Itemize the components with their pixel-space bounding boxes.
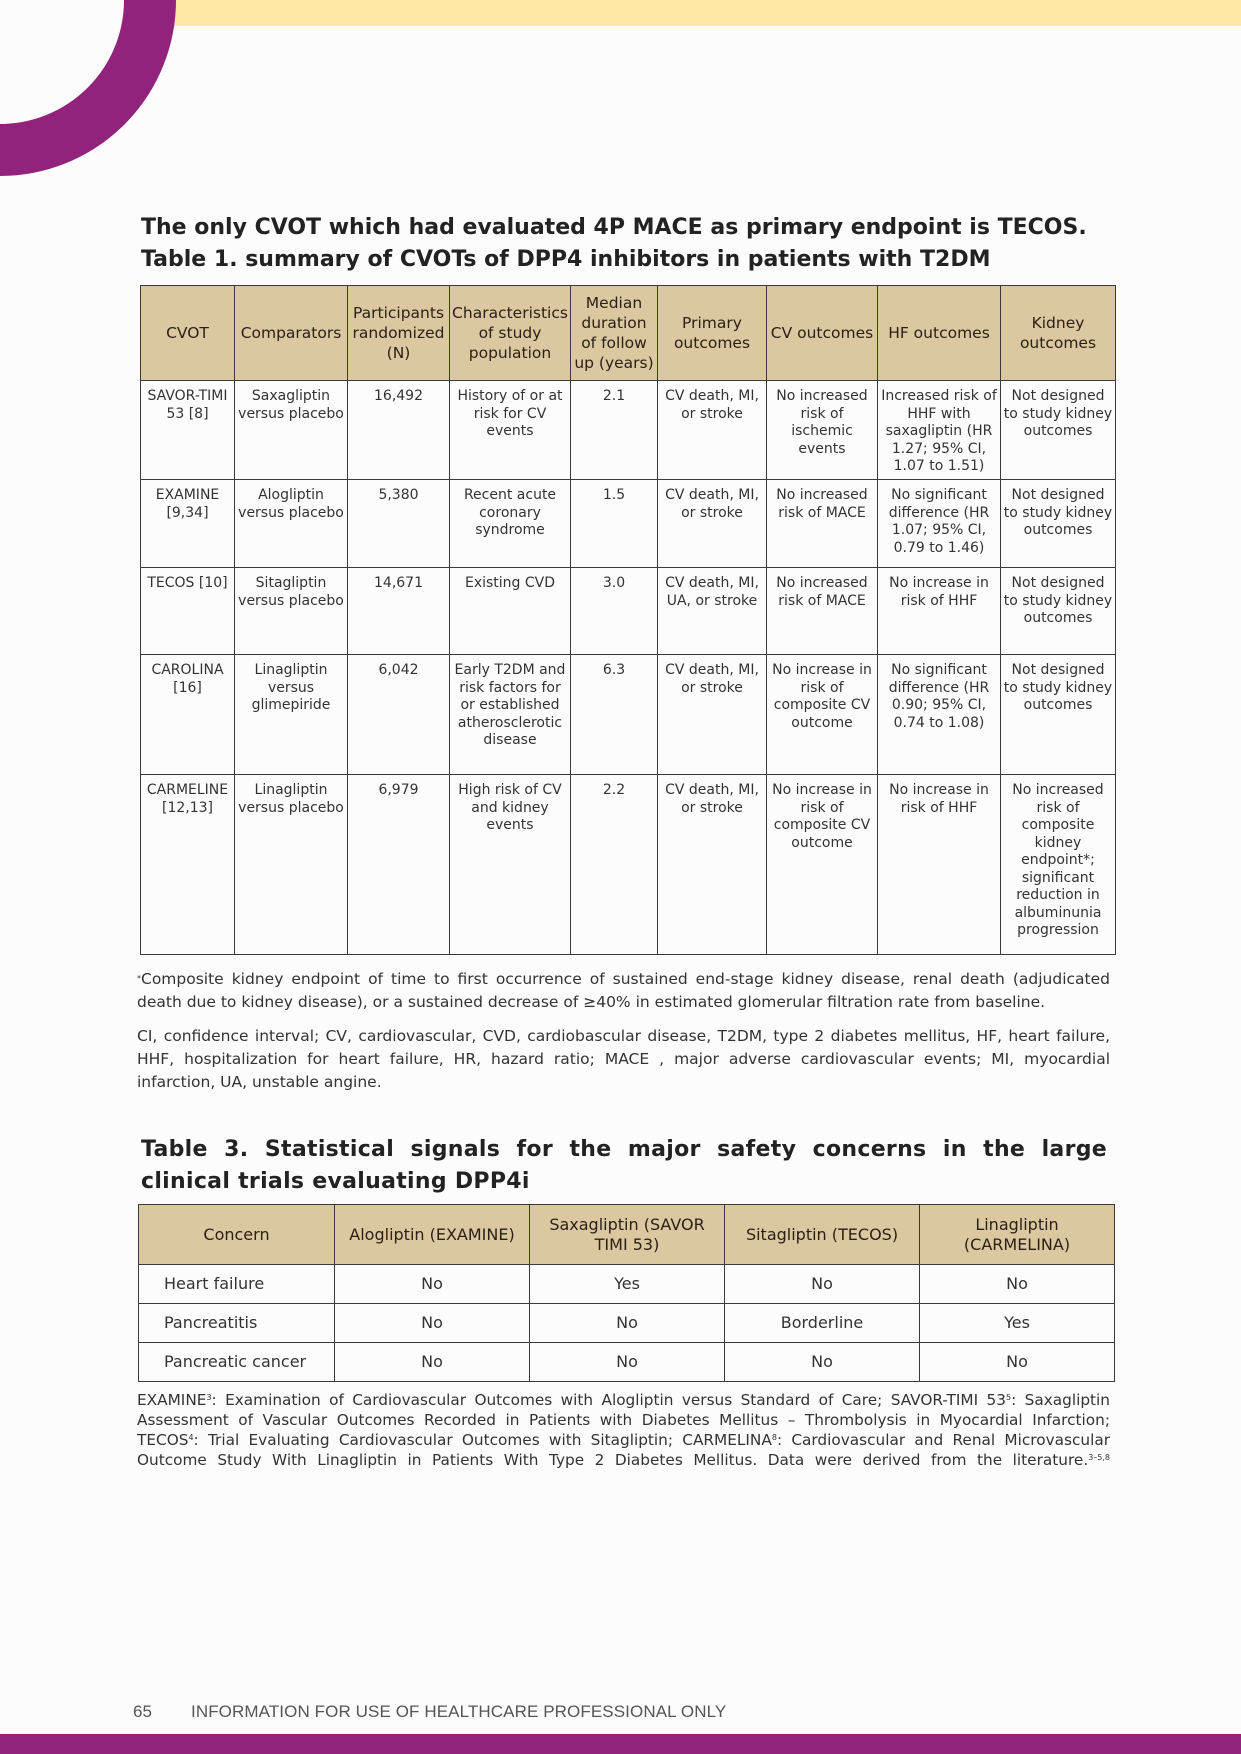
cell: No increased risk of composite kidney endpoint*; significant reduction in albuminunia progression bbox=[1001, 775, 1116, 955]
column-header: Median duration of follow up (years) bbox=[571, 286, 658, 381]
table-header-row bbox=[139, 1205, 1115, 1265]
citation: 3–5,8 bbox=[1088, 1453, 1110, 1462]
cell: Linagliptin versus placebo bbox=[235, 775, 348, 955]
table3-legend bbox=[137, 1390, 1110, 1470]
cell: CARMELINE [12,13] bbox=[141, 775, 235, 955]
cell: No increased risk of MACE bbox=[767, 568, 878, 655]
column-header: Participants randomized (N) bbox=[348, 286, 450, 381]
cell: Not designed to study kidney outcomes bbox=[1001, 655, 1116, 775]
cell: No bbox=[530, 1343, 725, 1382]
column-header: Primary outcomes bbox=[658, 286, 767, 381]
cell: CV death, MI, or stroke bbox=[658, 480, 767, 568]
cell: CV death, MI, or stroke bbox=[658, 775, 767, 955]
cell: 6.3 bbox=[571, 655, 658, 775]
cell: No bbox=[920, 1265, 1115, 1304]
table1-title: Table 1. summary of CVOTs of DPP4 inhibitors in patients with T2DM bbox=[141, 247, 991, 272]
page-number: 65 bbox=[133, 1702, 153, 1721]
cell: Not designed to study kidney outcomes bbox=[1001, 381, 1116, 480]
legend-text: : Examination of Cardiovascular Outcomes with Alogliptin versus Standard of Care; SAVOR-TIMI 53 bbox=[211, 1391, 1006, 1409]
corner-arc-decoration bbox=[0, 0, 176, 176]
cell: CAROLINA [16] bbox=[141, 655, 235, 775]
legend-text: EXAMINE bbox=[137, 1391, 207, 1409]
cell: 1.5 bbox=[571, 480, 658, 568]
footnote-text: Composite kidney endpoint of time to first occurrence of sustained end-stage kidney disease, renal death (adjudicated death due to kidney disease), or a sustained decrease of ≥40% in estimated glomerular filtration rate from baseline. bbox=[137, 970, 1110, 1011]
concern-cell: Pancreatic cancer bbox=[139, 1343, 335, 1382]
cell: 16,492 bbox=[348, 381, 450, 480]
column-header: Linagliptin (CARMELINA) bbox=[920, 1205, 1115, 1265]
citation: 8 bbox=[771, 1433, 777, 1442]
cell: 5,380 bbox=[348, 480, 450, 568]
column-header: Kidney outcomes bbox=[1001, 286, 1116, 381]
table-row bbox=[139, 1265, 1115, 1304]
footnote bbox=[137, 968, 1110, 1014]
table-row bbox=[141, 775, 1116, 955]
cell: No increase in risk of HHF bbox=[878, 568, 1001, 655]
footnote-marker: * bbox=[137, 974, 141, 983]
bottom-decorative-band bbox=[0, 1734, 1241, 1754]
cell: No increased risk of MACE bbox=[767, 480, 878, 568]
cell: Yes bbox=[530, 1265, 725, 1304]
cell: No increase in risk of composite CV outcome bbox=[767, 655, 878, 775]
column-header: Concern bbox=[139, 1205, 335, 1265]
cell: No bbox=[725, 1265, 920, 1304]
cell: Sitagliptin versus placebo bbox=[235, 568, 348, 655]
cell: No increase in risk of composite CV outcome bbox=[767, 775, 878, 955]
cell: Alogliptin versus placebo bbox=[235, 480, 348, 568]
footer-disclaimer: INFORMATION FOR USE OF HEALTHCARE PROFESSIONAL ONLY bbox=[191, 1702, 727, 1721]
concern-cell: Heart failure bbox=[139, 1265, 335, 1304]
cell: No bbox=[725, 1343, 920, 1382]
page-footer bbox=[133, 1702, 726, 1722]
cell: No increase in risk of HHF bbox=[878, 775, 1001, 955]
citation: 3 bbox=[206, 1393, 212, 1402]
cell: 14,671 bbox=[348, 568, 450, 655]
cell: 6,042 bbox=[348, 655, 450, 775]
top-decorative-band bbox=[0, 0, 1241, 26]
cell: Existing CVD bbox=[450, 568, 571, 655]
cell: Saxagliptin versus placebo bbox=[235, 381, 348, 480]
legend-text: : Trial Evaluating Cardiovascular Outcomes with Sitagliptin; CARMELINA bbox=[193, 1431, 772, 1449]
cell: Not designed to study kidney outcomes bbox=[1001, 480, 1116, 568]
column-header: Comparators bbox=[235, 286, 348, 381]
cell: 6,979 bbox=[348, 775, 450, 955]
table-row bbox=[141, 568, 1116, 655]
cell: No bbox=[530, 1304, 725, 1343]
cell: TECOS [10] bbox=[141, 568, 235, 655]
cell: Early T2DM and risk factors for or established atherosclerotic disease bbox=[450, 655, 571, 775]
table-row bbox=[141, 655, 1116, 775]
cell: CV death, MI, or stroke bbox=[658, 381, 767, 480]
column-header: CV outcomes bbox=[767, 286, 878, 381]
cell: Yes bbox=[920, 1304, 1115, 1343]
column-header: HF outcomes bbox=[878, 286, 1001, 381]
cell: 3.0 bbox=[571, 568, 658, 655]
safety-signals-table bbox=[138, 1204, 1115, 1382]
cell: No significant difference (HR 1.07; 95% CI, 0.79 to 1.46) bbox=[878, 480, 1001, 568]
cell: EXAMINE [9,34] bbox=[141, 480, 235, 568]
cell: Not designed to study kidney outcomes bbox=[1001, 568, 1116, 655]
intro-heading: The only CVOT which had evaluated 4P MACE as primary endpoint is TECOS. bbox=[141, 215, 1087, 240]
cell: Increased risk of HHF with saxagliptin (HR 1.27; 95% CI, 1.07 to 1.51) bbox=[878, 381, 1001, 480]
cell: CV death, MI, UA, or stroke bbox=[658, 568, 767, 655]
cell: High risk of CV and kidney events bbox=[450, 775, 571, 955]
cell: No bbox=[335, 1265, 530, 1304]
cell: No increased risk of ischemic events bbox=[767, 381, 878, 480]
table-row bbox=[139, 1343, 1115, 1382]
column-header: Alogliptin (EXAMINE) bbox=[335, 1205, 530, 1265]
concern-cell: Pancreatitis bbox=[139, 1304, 335, 1343]
cell: Borderline bbox=[725, 1304, 920, 1343]
cell: No bbox=[335, 1343, 530, 1382]
cell: Linagliptin versus glimepiride bbox=[235, 655, 348, 775]
legend-text: : Cardiovascular and Renal Microvascular Outcome Study With Linagliptin in Patients With Type 2 Diabetes Mellitus. Data were derived from the literature. bbox=[137, 1431, 1110, 1469]
table3-title: Table 3. Statistical signals for the major safety concerns in the large clinical trials evaluating DPP4i bbox=[141, 1137, 1107, 1194]
abbreviations-note: CI, confidence interval; CV, cardiovascular, CVD, cardiobascular disease, T2DM, type 2 diabetes mellitus, HF, heart failure, HHF, hospitalization for heart failure, HR, hazard ratio; MACE , major adverse cardiovascular events; MI, myocardial infarction, UA, unstable angine. bbox=[137, 1027, 1110, 1091]
cell: No bbox=[920, 1343, 1115, 1382]
legend-text: : Saxagliptin Assessment of Vascular Outcomes Recorded in Patients with Diabetes Mellitus – Thrombolysis in Myocardial Infarction; TECOS bbox=[137, 1391, 1110, 1449]
cell: No bbox=[335, 1304, 530, 1343]
cvot-summary-table bbox=[140, 285, 1116, 955]
cell: 2.2 bbox=[571, 775, 658, 955]
cell: Recent acute coronary syndrome bbox=[450, 480, 571, 568]
column-header: Saxagliptin (SAVOR TIMI 53) bbox=[530, 1205, 725, 1265]
cell: 2.1 bbox=[571, 381, 658, 480]
table-row bbox=[139, 1304, 1115, 1343]
table-header-row bbox=[141, 286, 1116, 381]
column-header: Characteristics of study population bbox=[450, 286, 571, 381]
cell: SAVOR-TIMI 53 [8] bbox=[141, 381, 235, 480]
table-row bbox=[141, 381, 1116, 480]
citation: 5 bbox=[1005, 1393, 1012, 1402]
cell: History of or at risk for CV events bbox=[450, 381, 571, 480]
table-row bbox=[141, 480, 1116, 568]
column-header: Sitagliptin (TECOS) bbox=[725, 1205, 920, 1265]
column-header: CVOT bbox=[141, 286, 235, 381]
cell: CV death, MI, or stroke bbox=[658, 655, 767, 775]
cell: No significant difference (HR 0.90; 95% CI, 0.74 to 1.08) bbox=[878, 655, 1001, 775]
citation: 4 bbox=[188, 1433, 194, 1442]
